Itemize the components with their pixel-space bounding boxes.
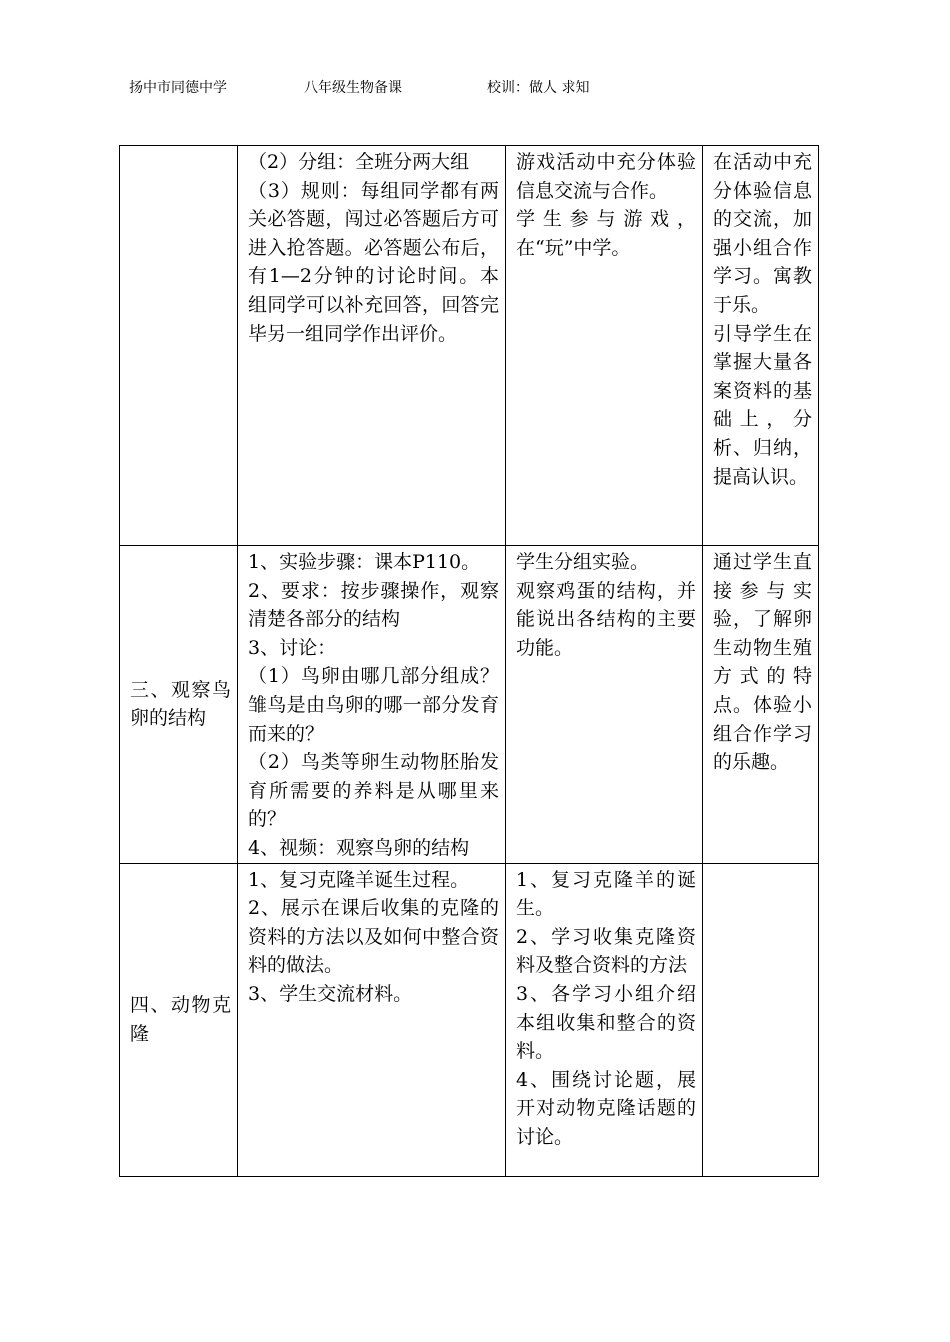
stage-label: 四、动物克隆	[130, 993, 231, 1045]
lesson-plan-table	[119, 145, 819, 1177]
table-row	[120, 146, 819, 546]
student-line: 1、复习克隆羊的诞生。	[516, 868, 696, 920]
table-row	[120, 546, 819, 864]
teacher-line: （2）分组：全班分两大组	[248, 151, 470, 173]
teacher-line: 4、视频：观察鸟卵的结构	[248, 836, 470, 859]
teacher-line: 1、复习克隆羊诞生过程。	[248, 868, 470, 891]
student-activity-cell	[506, 863, 703, 1176]
teacher-activity-cell	[238, 146, 506, 546]
student-activity-cell	[506, 546, 703, 864]
intent-line: 通过学生直接参与实验，了解卵生动物生殖方式的特点。体验小组合作学习的乐趣。	[713, 551, 812, 774]
student-activity-cell	[506, 146, 703, 546]
intent-line: 引导学生在掌握大量各案资料的基础上，分析、归纳，提高认识。	[713, 322, 812, 488]
header-motto: 校训：做人 求知	[487, 80, 590, 96]
design-intent-cell	[703, 146, 819, 546]
teacher-line: （1）鸟卵由哪几部分组成？雏鸟是由鸟卵的哪一部分发育而来的？	[248, 665, 499, 745]
teacher-activity-cell	[238, 546, 506, 864]
header-course: 八年级生物备课	[304, 80, 402, 96]
intent-line: 在活动中充分体验信息的交流，加强小组合作学习。寓教于乐。	[713, 151, 812, 316]
teacher-line: 1、实验步骤：课本P110。	[248, 551, 481, 573]
student-line: 游戏活动中充分体验信息交流与合作。	[516, 151, 696, 202]
page-header	[129, 78, 829, 98]
stage-cell	[120, 546, 238, 864]
teacher-line: 3、学生交流材料。	[248, 982, 413, 1005]
student-line: 2、学习收集克隆资料及整合资料的方法	[516, 925, 696, 977]
teacher-line: 2、要求：按步骤操作，观察清楚各部分的结构	[248, 579, 499, 631]
teacher-line: 2、展示在课后收集的克隆的资料的方法以及如何中整合资料的做法。	[248, 897, 499, 977]
student-line: 观察鸡蛋的结构，并能说出各结构的主要功能。	[516, 579, 696, 659]
teacher-activity-cell	[238, 863, 506, 1176]
header-school: 扬中市同德中学	[129, 80, 227, 96]
student-line: 学生分组实验。	[516, 551, 650, 573]
stage-label: 三、观察鸟卵的结构	[130, 678, 231, 730]
student-line: 3、各学习小组介绍本组收集和整合的资料。	[516, 982, 696, 1063]
student-line: 学生参与游戏，在“玩”中学。	[516, 208, 696, 259]
stage-cell	[120, 146, 238, 546]
table-row	[120, 863, 819, 1176]
teacher-line: 3、讨论：	[248, 636, 337, 659]
design-intent-cell	[703, 546, 819, 864]
design-intent-cell	[703, 863, 819, 1176]
student-line: 4、围绕讨论题，展开对动物克隆话题的讨论。	[516, 1068, 696, 1148]
teacher-line: （2）鸟类等卵生动物胚胎发育所需要的养料是从哪里来的？	[248, 751, 499, 831]
teacher-line: （3）规则：每组同学都有两关必答题，闯过必答题后方可进入抢答题。必答题公布后，有1—2分钟的讨论时间。本组同学可以补充回答，回答完毕另一组同学作出评价。	[248, 179, 499, 345]
stage-cell	[120, 863, 238, 1176]
